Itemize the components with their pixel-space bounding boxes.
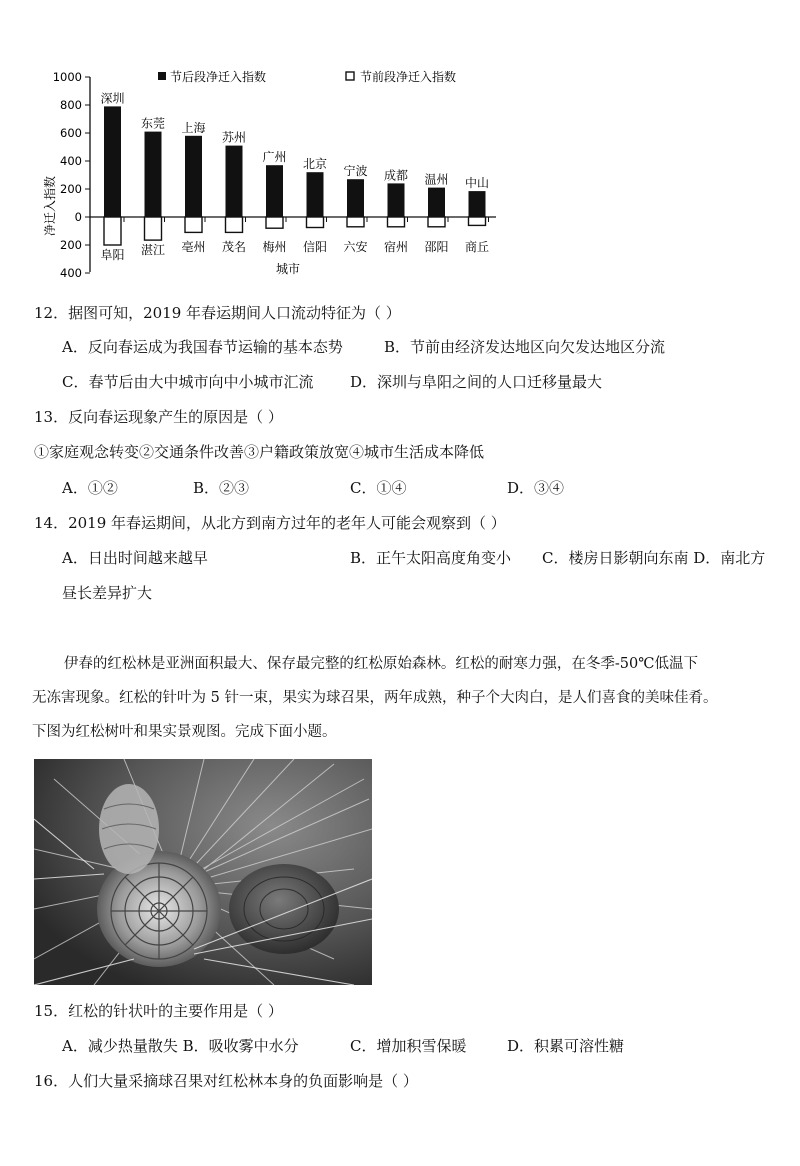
legend-post-swatch: [158, 72, 166, 80]
migration-index-chart: [0, 60, 520, 285]
passage-line-3: 下图为红松树叶和果实景观图。完成下面小题。: [32, 724, 337, 740]
y-tick-label: 800: [60, 98, 82, 112]
bar-post: [428, 188, 445, 217]
bar-pre: [428, 217, 445, 227]
question-16-stem: 16．人们大量采摘球召果对红松林本身的负面影响是（ ）: [34, 1072, 418, 1090]
q15-option-ab: A．减少热量散失 B．吸收雾中水分: [62, 1037, 299, 1055]
bar-pre-city-label: 亳州: [181, 240, 206, 254]
y-tick-label: 1000: [52, 70, 82, 84]
question-15-stem: 15．红松的针状叶的主要作用是（ ）: [34, 1002, 283, 1020]
q14-option-a: A．日出时间越来越早: [62, 549, 208, 567]
bar-post: [145, 132, 162, 217]
bar-post-city-label: 成都: [383, 168, 409, 183]
bar-pre: [226, 217, 243, 232]
bar-pre: [104, 217, 121, 245]
legend-post-label: 节后段净迁入指数: [170, 70, 267, 84]
chart-legend: [158, 69, 456, 84]
bar-pre: [145, 217, 162, 240]
bar-post: [388, 183, 405, 217]
bar-pre: [185, 217, 202, 232]
y-tick-label: 600: [60, 126, 82, 140]
bar-post-city-label: 苏州: [221, 130, 247, 145]
reading-passage: [32, 647, 774, 749]
bar-post: [347, 179, 364, 217]
q15-option-c: C．增加积雪保暖: [350, 1037, 467, 1055]
bar-pre: [388, 217, 405, 227]
q14-option-d-cont: 昼长差异扩大: [62, 584, 153, 602]
q13-option-d: D．③④: [507, 479, 565, 497]
bar-pre: [469, 217, 486, 225]
q14-option-cd: C．楼房日影朝向东南 D．南北方: [542, 549, 766, 567]
bar-post-city-label: 温州: [424, 172, 449, 187]
bar-post: [104, 106, 121, 217]
question-13-stem: 13．反向春运现象产生的原因是（ ）: [34, 408, 283, 426]
y-axis-title: 净迁入指数: [43, 175, 57, 237]
bar-pre-city-label: 阜阳: [100, 248, 125, 262]
question-12-stem: 12．据图可知，2019 年春运期间人口流动特征为（ ）: [34, 304, 401, 322]
legend-pre-swatch: [346, 72, 354, 80]
q15-option-d: D．积累可溶性糖: [507, 1037, 625, 1055]
question-14-stem: 14．2019 年春运期间，从北方到南方过年的老年人可能会观察到（ ）: [34, 514, 506, 532]
y-tick-label: 0: [74, 210, 82, 224]
bar-pre: [266, 217, 283, 228]
bar-post-city-label: 广州: [262, 150, 287, 165]
bar-pre-city-label: 梅州: [262, 240, 287, 254]
q13-option-a: A．①②: [62, 479, 118, 497]
bar-pre-city-label: 湛江: [140, 243, 166, 258]
bar-pre-city-label: 宿州: [383, 240, 409, 254]
q12-option-c: C．春节后由大中城市向中小城市汇流: [62, 373, 314, 391]
q12-option-a: A．反向春运成为我国春节运输的基本态势: [62, 338, 343, 356]
bar-pre: [347, 217, 364, 227]
y-tick-label: 200: [60, 238, 82, 252]
passage-line-2: 无冻害现象。红松的针叶为 5 针一束，果实为球召果，两年成熟，种子个大肉白，是人们喜食的美味佳肴。: [32, 690, 718, 706]
red-pine-cone-photo: [34, 759, 372, 985]
bar-pre-city-label: 茂名: [221, 240, 247, 254]
bar-pre-city-label: 商丘: [464, 240, 490, 254]
y-tick-label: 400: [60, 266, 82, 280]
bar-post-city-label: 东莞: [140, 116, 166, 131]
bar-post-city-label: 深圳: [100, 91, 125, 106]
y-tick-label: 400: [60, 154, 82, 168]
passage-line-1: 伊春的红松林是亚洲面积最大、保存最完整的红松原始森林。红松的耐寒力强，在冬季-50℃低温下: [63, 656, 698, 672]
bar-post-city-label: 上海: [181, 120, 206, 135]
bar-pre-city-label: 信阳: [302, 240, 328, 254]
bar-post-city-label: 宁波: [343, 164, 368, 179]
q13-option-b: B．②③: [193, 479, 250, 497]
bar-post: [266, 165, 283, 217]
bar-pre-city-label: 六安: [343, 240, 368, 254]
legend-pre-label: 节前段净迁入指数: [360, 70, 457, 84]
q13-option-c: C．①④: [350, 479, 407, 497]
bar-post: [226, 146, 243, 217]
bar-post: [307, 172, 324, 217]
q12-option-d: D．深圳与阜阳之间的人口迁移量最大: [350, 373, 603, 391]
q12-option-b: B．节前由经济发达地区向欠发达地区分流: [384, 338, 666, 356]
q14-option-b: B．正午太阳高度角变小: [350, 549, 512, 567]
bar-pre-city-label: 邵阳: [424, 240, 449, 254]
q13-statements: ①家庭观念转变②交通条件改善③户籍政策放宽④城市生活成本降低: [34, 443, 485, 461]
x-axis-title: 城市: [275, 262, 301, 276]
bar-post: [469, 191, 486, 217]
bar-post: [185, 136, 202, 217]
y-tick-label: 200: [60, 182, 82, 196]
bar-post-city-label: 中山: [464, 176, 490, 191]
bar-pre: [307, 217, 324, 228]
bar-post-city-label: 北京: [302, 157, 328, 172]
